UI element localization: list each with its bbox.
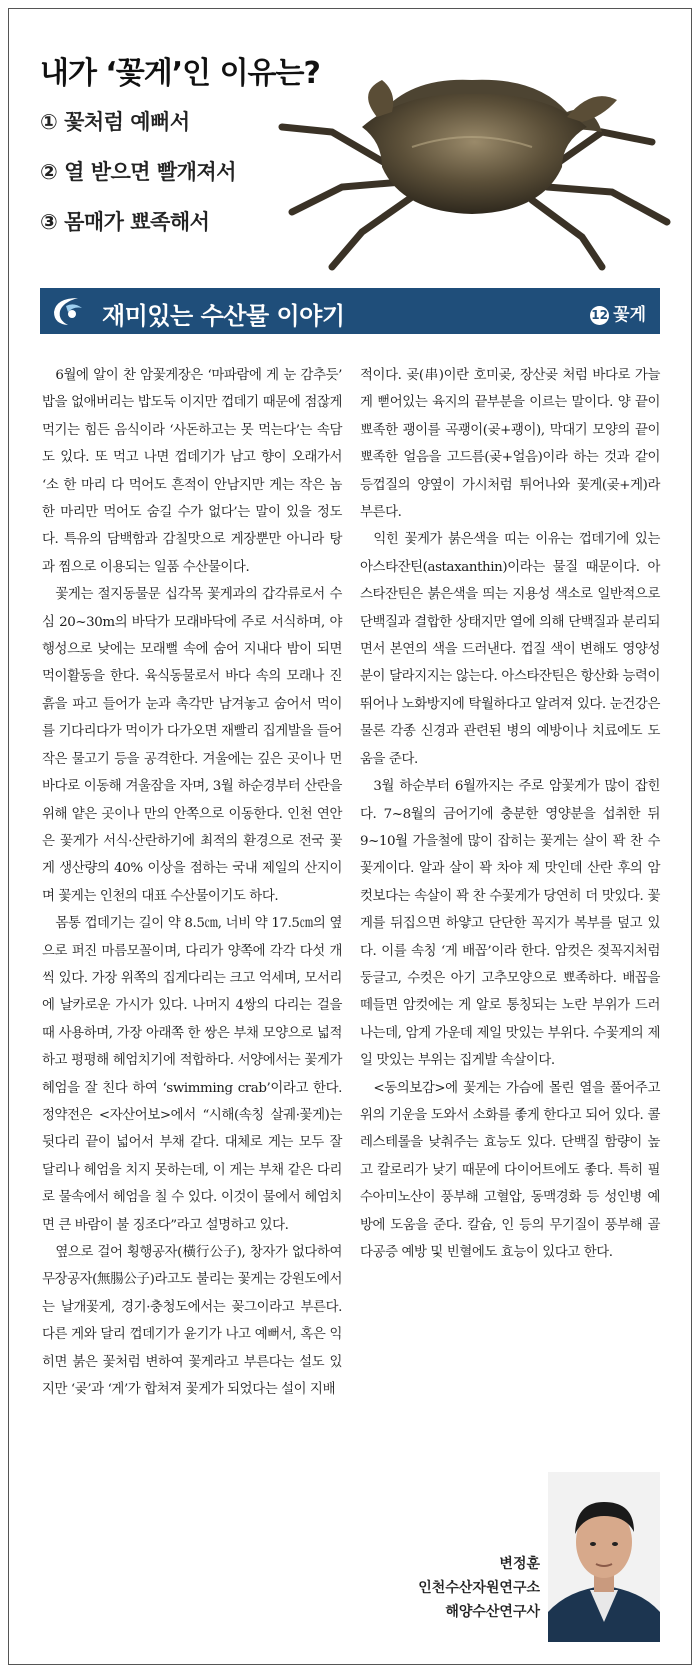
- episode-number-badge: 12: [590, 306, 609, 325]
- paragraph: 6월에 알이 찬 암꽃게장은 ‘마파람에 게 눈 감추듯’ 밥을 없애버리는 밥도둑 이지만 껍데기 때문에 점잖게 먹기는 힘든 음식이라 ‘사돈하고는 못 먹는다’는 속담도 있다. 또 먹고 나면 껍데기가 남고 향이 오래가서 ‘소 한 마리 다 먹어도 흔적이 안남지만 게는 작은 놈 한 마리만 먹어도 숨길 수가 없다’는 말이 있을 정도다. 특유의 담백함과 감칠맛으로 게장뿐만 아니라 탕과 찜으로 이용되는 일품 수산물이다.: [42, 368, 342, 575]
- paragraph: 익힌 꽃게가 붉은색을 띠는 이유는 껍데기에 있는 아스타잔틴(astaxanthin)이라는 물질 때문이다. 아스타잔틴은 붉은색을 띄는 지용성 색소로 일반적으로 단백질과 결합한 상태지만 열에 의해 단백질과 분리되면서 본연의 색을 드러낸다. 껍질 색이 변해도 영양성분이 달라지지는 않는다. 아스타잔틴은 항산화 능력이 뛰어나 노화방지에 탁월하다고 알려져 있다. 눈건강은 물론 각종 신경과 관련된 병의 예방이나 치료에도 도움을 준다.: [360, 532, 660, 767]
- paragraph: 꽃게는 절지동물문 십각목 꽃게과의 갑각류로서 수심 20~30m의 바닥가 모래바닥에 주로 서식하며, 야행성으로 낮에는 모래뻘 속에 숨어 지내다 밤이 되면 먹이활동을 한다. 육식동물로서 바다 속의 모래나 진흙을 파고 들어가 눈과 촉각만 남겨놓고 숨어서 먹이를 기다리다가 먹이가 다가오면 재빨리 집게발을 들어 작은 물고기 등을 공격한다. 겨울에는 깊은 곳이나 먼 바다로 이동해 겨울잠을 자며, 3월 하순경부터 산란을 위해 얕은 곳이나 만의 안쪽으로 이동한다. 인천 연안은 꽃게가 서식·산란하기에 최적의 환경으로 전국 꽃게 생산량의 40% 이상을 점하는 국내 제일의 산지이며 꽃게는 인천의 대표 수산물이기도 하다.: [42, 587, 342, 904]
- paragraph: 적이다. 곶(串)이란 호미곶, 장산곶 처럼 바다로 가늘게 뻗어있는 육지의 끝부분을 이르는 말이다. 양 끝이 뾰족한 괭이를 곡괭이(곶+괭이), 막대기 모양의 끝이 뾰족한 얼음을 고드름(곶+얼음)이라 하는 것과 같이 등껍질의 양옆이 가시처럼 튀어나와 꽃게(곶+게)라 부른다.: [360, 368, 660, 521]
- paragraph: 옆으로 걸어 횡행공자(橫行公子), 창자가 없다하여 무장공자(無腸公子)라고도 불리는 꽃게는 강원도에서는 날개꽃게, 경기·충청도에서는 꽂그이라고 부른다. 다른 게와 달리 껍데기가 윤기가 나고 예뻐서, 혹은 익히면 붉은 꽃처럼 변하여 꽃게라고 부른다는 설도 있지만 ‘곶’과 ‘게’가 합쳐져 꽃게가 되었다는 설이 지배: [42, 1245, 342, 1398]
- episode-label: [590, 300, 646, 325]
- series-title: 재미있는 수산물 이야기: [102, 302, 345, 330]
- author-role: 해양수산연구사: [445, 1604, 540, 1620]
- crab-photo: [262, 72, 682, 272]
- paragraph: 3월 하순부터 6월까지는 주로 암꽃게가 많이 잡힌다. 7~8월의 금어기에 충분한 영양분을 섭취한 뒤 9~10월 가을철에 많이 잡히는 꽃게는 살이 꽉 찬 수꽃게이다. 알과 살이 꽉 차야 제 맛인데 산란 후의 암컷보다는 속살이 꽉 찬 수꽃게가 당연히 더 맛있다. 꽃게를 뒤집으면 하얗고 단단한 꼭지가 복부를 덮고 있다. 이를 속칭 ‘게 배꼽’이라 한다. 암컷은 젖꼭지처럼 둥글고, 수컷은 아기 고추모양으로 뾰족하다. 배꼽을 떼들면 암컷에는 게 알로 통칭되는 노란 부위가 드러나는데, 암게 가운데 제일 맛있는 부위다. 수꽃게의 제일 맛있는 부위는 집게발 속살이다.: [360, 779, 660, 1069]
- reason-3: ③ 몸매가 뾰족해서: [40, 210, 210, 234]
- series-banner: [40, 288, 660, 334]
- article-column-right: [360, 362, 660, 1266]
- reason-2: ② 열 받으면 빨개져서: [40, 160, 237, 184]
- reason-1: ① 꽃처럼 예뻐서: [40, 110, 190, 134]
- article-column-left: [42, 362, 342, 1403]
- author-affiliation: 인천수산자원연구소: [418, 1580, 540, 1596]
- paragraph: <동의보감>에 꽃게는 가슴에 몰린 열을 풀어주고 위의 기운을 도와서 소화를 좋게 한다고 되어 있다. 콜레스테롤을 낮춰주는 효능도 있다. 단백질 함량이 높고 칼로리가 낮기 때문에 다이어트에도 좋다. 특히 필수아미노산이 풍부해 고혈압, 동맥경화 등 성인병 예방에 도움을 준다. 칼슘, 인 등의 무기질이 풍부해 골다공증 예방 및 빈혈에도 효능이 있다고 한다.: [360, 1080, 660, 1260]
- episode-name: 꽃게: [613, 305, 646, 325]
- headline: 내가 ‘꽃게’인 이유는?: [40, 56, 320, 91]
- author-portrait: [548, 1472, 660, 1642]
- author-name: 변정훈: [499, 1556, 540, 1572]
- wave-logo-icon: [48, 292, 88, 330]
- paragraph: 몸통 껍데기는 길이 약 8.5㎝, 너비 약 17.5㎝의 옆으로 퍼진 마름모꼴이며, 다리가 양쪽에 각각 다섯 개씩 있다. 가장 위쪽의 집게다리는 크고 억세며, 모서리에 날카로운 가시가 있다. 나머지 4쌍의 다리는 걸을 때 사용하며, 가장 아래쪽 한 쌍은 부채 모양으로 넓적하고 평평해 헤엄치기에 적합하다. 서양에서는 꽃게가 헤엄을 잘 친다 하여 ‘swimming crab’이라고 한다. 정약전은 <자산어보>에서 “시해(속칭 살궤·꽃게)는 뒷다리 끝이 넓어서 부채 같다. 대체로 게는 모두 잘 달리나 헤엄을 치지 못하는데, 이 게는 부채 같은 다리로 물속에서 헤엄을 칠 수 있다. 이것이 물에서 헤엄치면 큰 바람이 불 징조다”라고 설명하고 있다.: [42, 916, 342, 1233]
- author-byline: [380, 1552, 540, 1624]
